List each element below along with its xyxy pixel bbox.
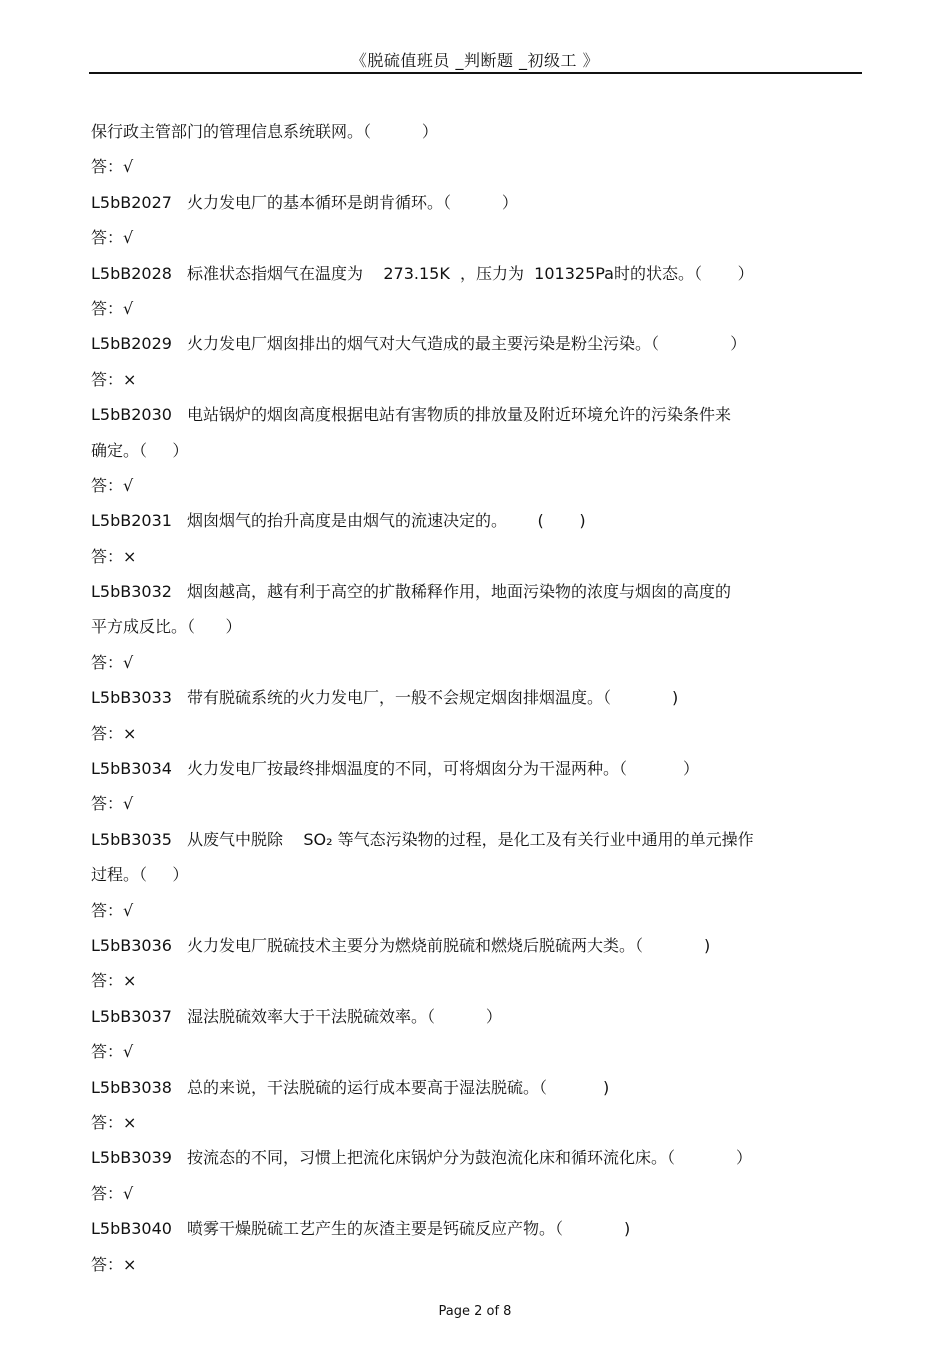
question-continuation — [91, 857, 851, 892]
answer-line — [91, 291, 851, 326]
line-text: 烟囱越高，越有利于高空的扩散稀释作用，地面污染物的浓度与烟囱的高度的 — [187, 582, 732, 602]
line-text: 带有脱硫系统的火力发电厂，一般不会规定烟囱排烟温度。（ ) — [187, 688, 679, 708]
answer-line — [91, 362, 851, 397]
question-line — [91, 503, 851, 538]
answer-line — [91, 963, 851, 998]
answer-line — [91, 1176, 851, 1211]
question-line — [91, 397, 851, 432]
question-code: L5bB2028 — [91, 263, 172, 283]
line-text: 烟囱烟气的抬升高度是由烟气的流速决定的。 ( ) — [187, 511, 586, 531]
question-line — [91, 574, 851, 609]
answer-line — [91, 1247, 851, 1282]
line-text: 从废气中脱除 SO₂ 等气态污染物的过程，是化工及有关行业中通用的单元操作 — [187, 829, 754, 849]
question-line — [91, 256, 851, 291]
question-code: L5bB2031 — [91, 511, 172, 531]
question-code: L5bB3033 — [91, 688, 172, 708]
line-text: 火力发电厂按最终排烟温度的不同，可将烟囱分为干湿两种。（ ） — [187, 759, 699, 779]
line-text: 火力发电厂烟囱排出的烟气对大气造成的最主要污染是粉尘污染。（ ） — [187, 334, 747, 354]
question-line — [91, 1211, 851, 1246]
line-text: 确定。（ ） — [91, 440, 189, 460]
answer-line — [91, 786, 851, 821]
line-text: 答：× — [91, 971, 137, 991]
answer-line — [91, 1105, 851, 1140]
question-line — [91, 680, 851, 715]
question-line — [91, 185, 851, 220]
answer-line — [91, 1034, 851, 1069]
line-text: 平方成反比。（ ） — [91, 617, 242, 637]
line-text: 答：× — [91, 723, 137, 743]
line-text: 喷雾干燥脱硫工艺产生的灰渣主要是钙硫反应产物。（ ) — [187, 1219, 631, 1239]
page-header-title: 《脱硫值班员 _判断题 _初级工 》 — [350, 51, 600, 70]
answer-line — [91, 716, 851, 751]
line-text: 答：× — [91, 546, 137, 566]
question-continuation — [91, 114, 851, 149]
line-text: 答：√ — [91, 157, 134, 177]
line-text: 答：√ — [91, 794, 134, 814]
question-continuation — [91, 609, 851, 644]
answer-line — [91, 893, 851, 928]
question-code: L5bB3037 — [91, 1006, 172, 1026]
question-code: L5bB3040 — [91, 1219, 172, 1239]
line-text: 火力发电厂的基本循环是朗肯循环。（ ） — [187, 192, 518, 212]
line-text: 电站锅炉的烟囱高度根据电站有害物质的排放量及附近环境允许的污染条件来 — [187, 405, 732, 425]
line-text: 答：√ — [91, 652, 134, 672]
question-line — [91, 822, 851, 857]
answer-line — [91, 539, 851, 574]
line-text: 答：√ — [91, 475, 134, 495]
line-text: 答：× — [91, 1112, 137, 1132]
page-number: Page 2 of 8 — [438, 1304, 512, 1319]
line-text: 过程。（ ） — [91, 865, 189, 885]
question-code: L5bB2029 — [91, 334, 172, 354]
line-text: 答：√ — [91, 1183, 134, 1203]
header-divider — [89, 72, 862, 74]
question-continuation — [91, 433, 851, 468]
question-line — [91, 1140, 851, 1175]
line-text: 总的来说，干法脱硫的运行成本要高于湿法脱硫。（ ) — [187, 1077, 610, 1097]
question-line — [91, 999, 851, 1034]
question-code: L5bB3038 — [91, 1077, 172, 1097]
answer-line — [91, 468, 851, 503]
question-code: L5bB2030 — [91, 405, 172, 425]
line-text: 答：√ — [91, 228, 134, 248]
line-text: 标准状态指烟气在温度为 273.15K ，压力为 101325Pa时的状态。（ ） — [187, 263, 754, 283]
line-text: 火力发电厂脱硫技术主要分为燃烧前脱硫和燃烧后脱硫两大类。（ ) — [187, 935, 711, 955]
line-text: 答：× — [91, 369, 137, 389]
line-text: 按流态的不同，习惯上把流化床锅炉分为鼓泡流化床和循环流化床。（ ） — [187, 1148, 753, 1168]
answer-line — [91, 149, 851, 184]
question-line — [91, 751, 851, 786]
answer-line — [91, 220, 851, 255]
question-code: L5bB3032 — [91, 582, 172, 602]
line-text: 答：√ — [91, 900, 134, 920]
question-code: L5bB3035 — [91, 829, 172, 849]
question-list — [91, 114, 851, 1282]
line-text: 保行政主管部门的管理信息系统联网。（ ） — [91, 122, 438, 141]
line-text: 答：√ — [91, 1042, 134, 1062]
question-code: L5bB3036 — [91, 935, 172, 955]
question-code: L5bB3039 — [91, 1148, 172, 1168]
question-code: L5bB2027 — [91, 192, 172, 212]
answer-line — [91, 645, 851, 680]
question-line — [91, 928, 851, 963]
line-text: 答：× — [91, 1254, 137, 1274]
question-line — [91, 326, 851, 361]
line-text: 答：√ — [91, 298, 134, 318]
question-line — [91, 1070, 851, 1105]
line-text: 湿法脱硫效率大于干法脱硫效率。（ ） — [187, 1006, 502, 1026]
question-code: L5bB3034 — [91, 759, 172, 779]
